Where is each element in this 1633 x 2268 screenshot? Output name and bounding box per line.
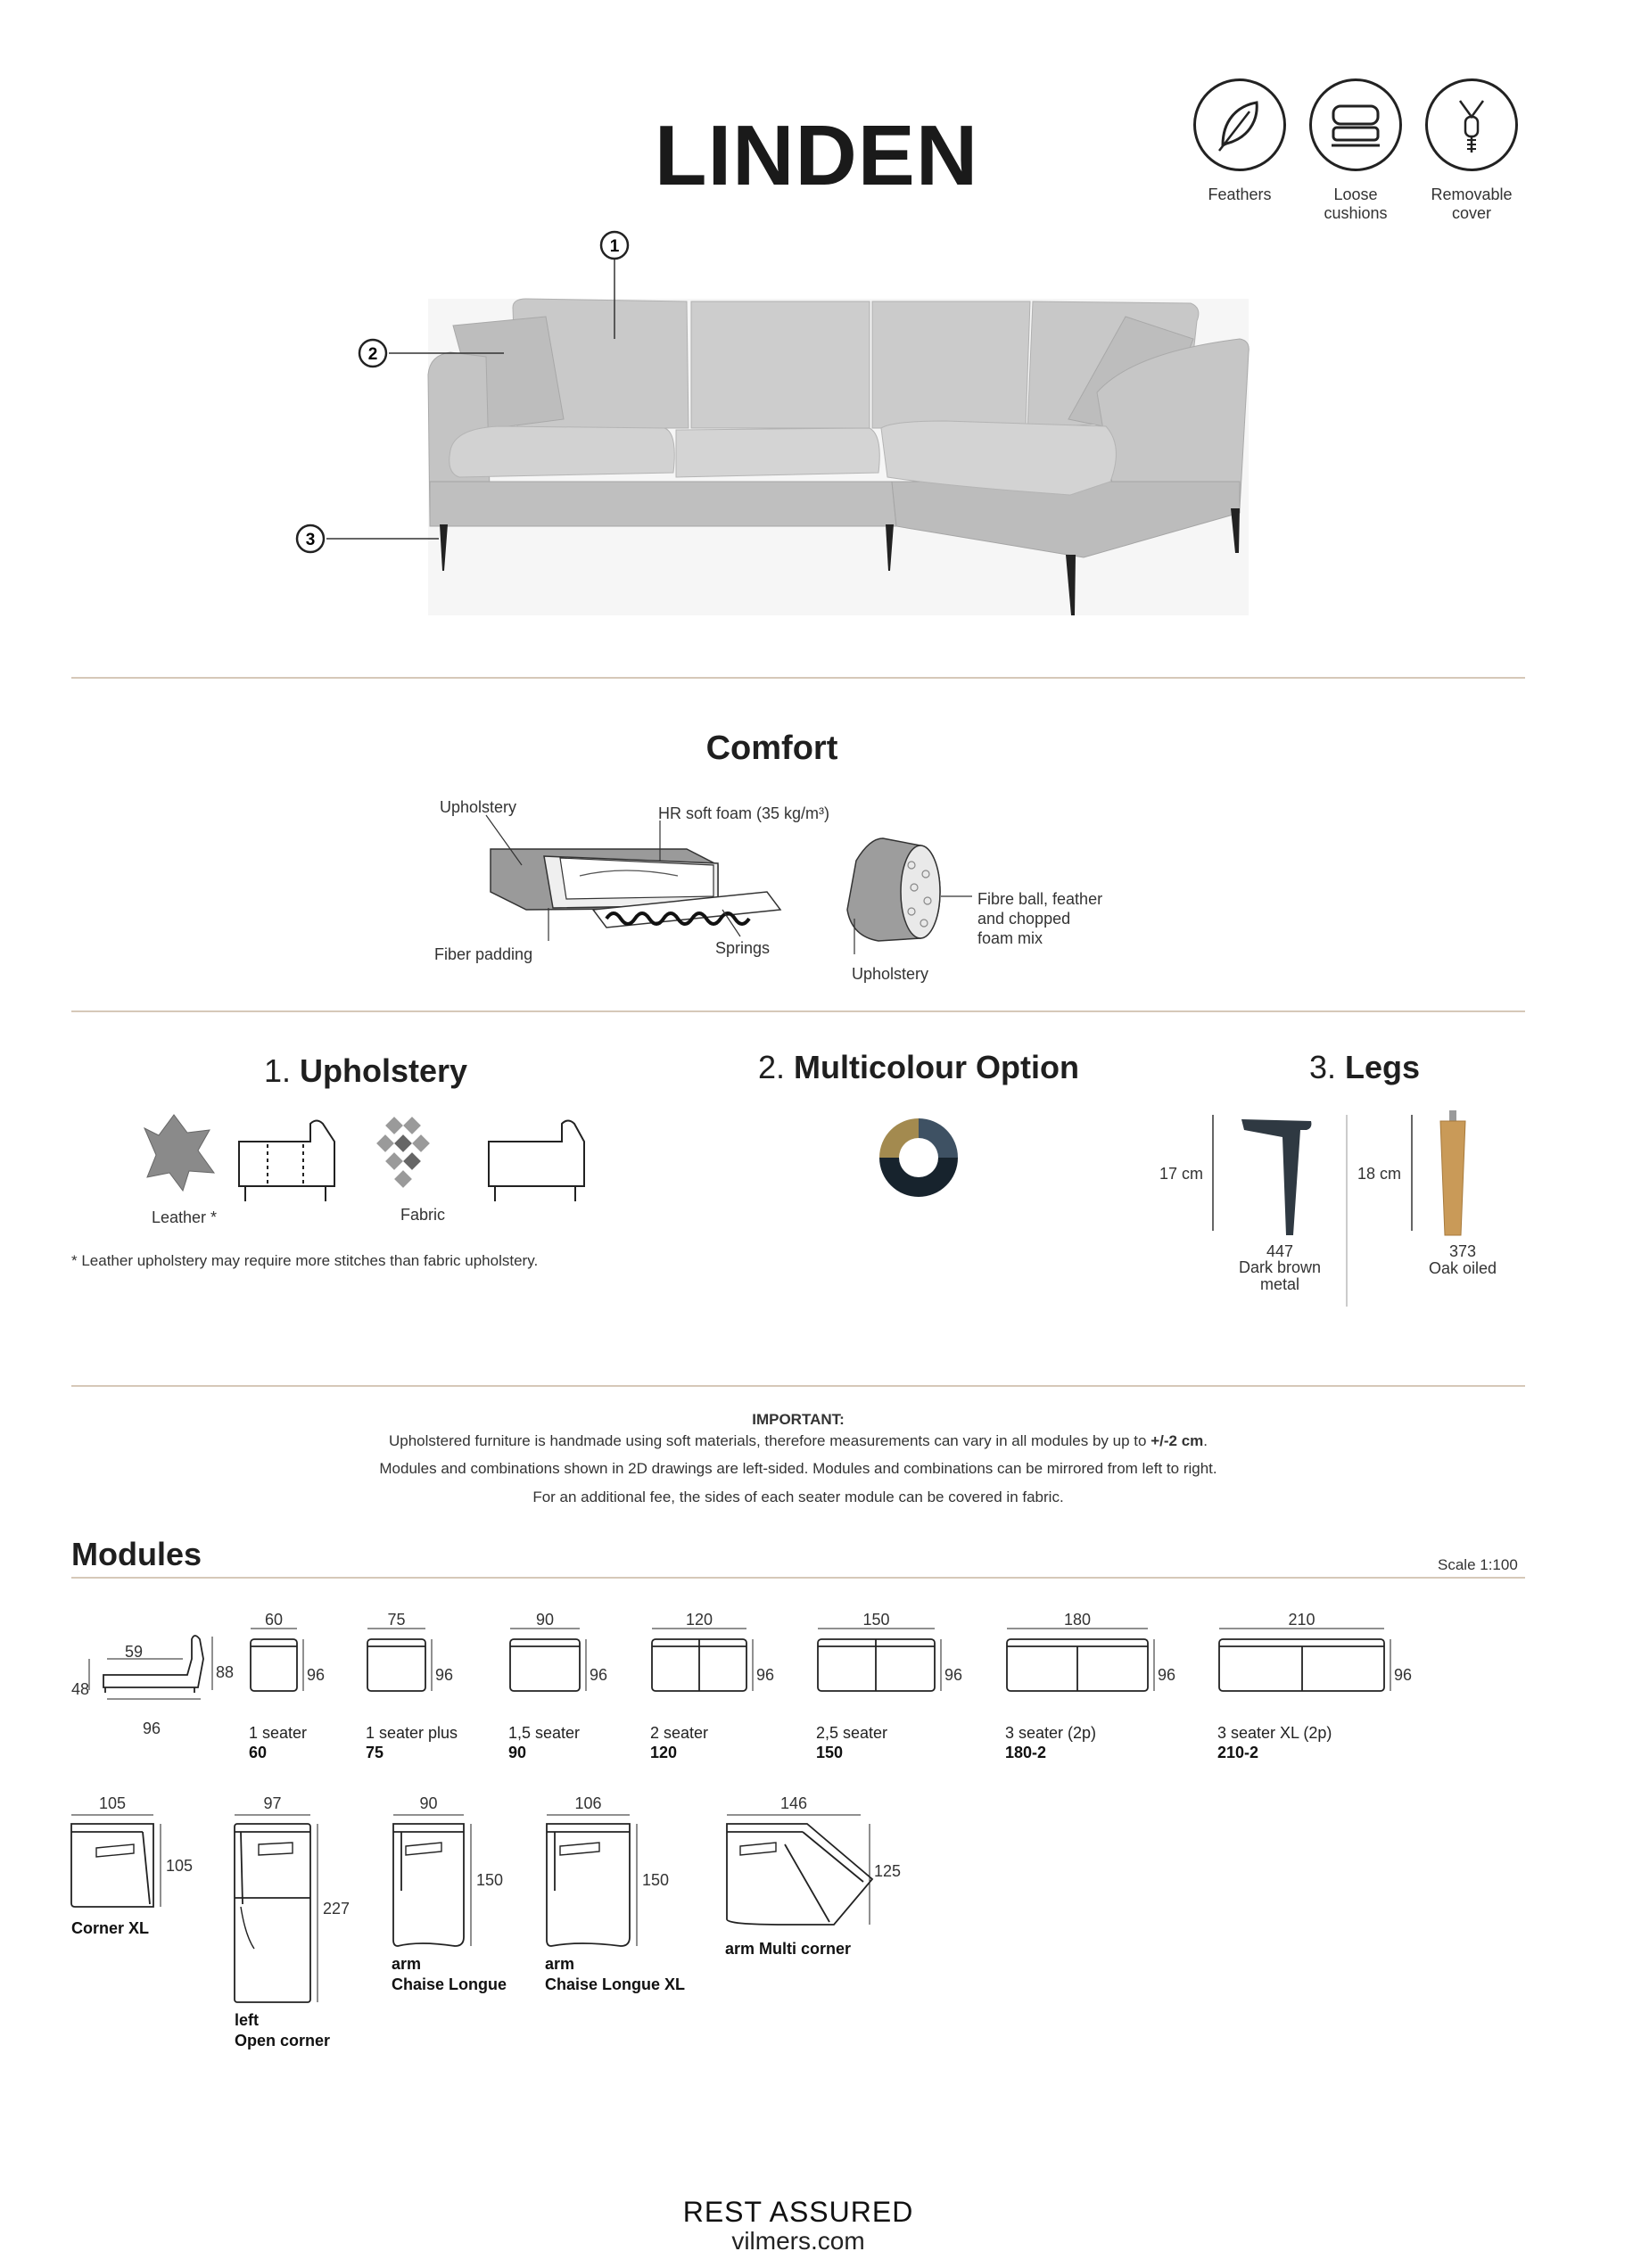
leg-code-1: 447 — [1266, 1242, 1294, 1260]
label-upholstery: Upholstery — [440, 798, 517, 816]
module-code: 210-2 — [1217, 1744, 1259, 1761]
leg-name-1: Dark brown metal — [1238, 1258, 1322, 1293]
label-fill-mix: Fibre ball, feather and chopped foam mix — [977, 890, 1103, 947]
important-line-2: Modules and combinations shown in 2D drawings are left-sided. Modules and combinations can be mirrored from left to right. — [379, 1460, 1217, 1477]
module-name: arm Multi corner — [725, 1940, 852, 1958]
heading-number: 3. — [1308, 1049, 1336, 1085]
module-depth-dim: 96 — [590, 1666, 608, 1684]
sofa-side-leather-icon — [239, 1121, 334, 1202]
module-code: 180-2 — [1005, 1744, 1047, 1761]
feature-label: Removable cover — [1431, 186, 1513, 222]
upholstery-icons — [134, 1110, 758, 1226]
module-width-dim: 180 — [1063, 1611, 1092, 1629]
module-name: Corner XL — [71, 1919, 150, 1937]
important-heading: IMPORTANT: — [752, 1411, 845, 1428]
module-width-dim: 97 — [263, 1794, 282, 1812]
module-name-line-1: arm — [545, 1955, 575, 1973]
leather-note: * Leather upholstery may require more stitches than fabric upholstery. — [71, 1252, 539, 1269]
module-label: 1 seater — [249, 1724, 308, 1742]
module-depth-dim: 150 — [642, 1871, 670, 1889]
module-name-line-1: left — [235, 2011, 259, 2029]
multicolour-heading — [696, 1049, 1142, 1086]
side-depth-dim: 59 — [125, 1643, 144, 1661]
fabric-label: Fabric — [400, 1206, 446, 1224]
sofa-illustration — [0, 0, 1633, 642]
module-depth-dim: 96 — [1158, 1666, 1176, 1684]
module-depth-dim: 96 — [756, 1666, 775, 1684]
leather-hide-icon — [144, 1115, 214, 1191]
modules-title: Modules — [71, 1536, 202, 1572]
module-depth-dim: 150 — [476, 1871, 504, 1889]
label-fiber-padding: Fiber padding — [434, 945, 533, 963]
module-name-line-2: Chaise Longue XL — [545, 1975, 686, 1993]
module-width-dim: 105 — [98, 1794, 127, 1812]
heading-text: Multicolour Option — [794, 1049, 1079, 1085]
module-label: 1,5 seater — [508, 1724, 581, 1742]
module-label: 1 seater plus — [366, 1724, 458, 1742]
module-width-dim: 90 — [419, 1794, 438, 1812]
leg-height-1: 17 cm — [1159, 1165, 1204, 1183]
module-code: 90 — [508, 1744, 527, 1761]
side-total-height-dim: 88 — [216, 1663, 235, 1681]
legs-heading — [1231, 1049, 1498, 1086]
module-name-line-2: Chaise Longue — [392, 1975, 507, 1993]
important-line-3: For an additional fee, the sides of each seater module can be covered in fabric. — [532, 1489, 1064, 1505]
heading-number: 1. — [263, 1052, 291, 1089]
module-label: 3 seater XL (2p) — [1217, 1724, 1332, 1742]
module-depth-dim: 227 — [323, 1900, 351, 1917]
divider — [71, 677, 1525, 679]
page-title: LINDEN — [654, 108, 979, 203]
fabric-weave-icon — [376, 1117, 430, 1188]
feature-label: Feathers — [1208, 186, 1272, 203]
module-width-dim: 210 — [1288, 1611, 1315, 1629]
side-height-dim: 48 — [71, 1680, 90, 1698]
label-springs: Springs — [715, 939, 771, 957]
multicolour-ring-icon — [874, 1115, 963, 1204]
important-text: Upholstered furniture is handmade using soft materials, therefore measurements can vary in all modules by up to — [388, 1432, 1151, 1449]
module-depth-dim: 96 — [1394, 1666, 1413, 1684]
module-width-dim: 90 — [535, 1611, 555, 1629]
heading-text: Upholstery — [300, 1052, 468, 1089]
module-width-dim: 75 — [387, 1611, 406, 1629]
module-name-line-1: arm — [392, 1955, 422, 1973]
modules-row-2-drawings — [0, 1793, 1633, 2025]
footer-url[interactable]: vilmers.com — [731, 2227, 865, 2255]
module-width-dim: 106 — [574, 1794, 602, 1812]
callout-number: 2 — [367, 345, 378, 364]
important-line-1 — [0, 1432, 1596, 1450]
callout-3 — [297, 525, 324, 552]
important-tolerance: +/-2 cm — [1151, 1432, 1204, 1449]
heading-number: 2. — [758, 1049, 786, 1085]
divider — [71, 1385, 1525, 1387]
module-code: 120 — [650, 1744, 678, 1761]
module-depth-dim: 96 — [944, 1666, 963, 1684]
leg-height-2: 18 cm — [1357, 1165, 1402, 1183]
feature-label: Loose cushions — [1324, 186, 1388, 222]
leg-code-2: 373 — [1448, 1242, 1477, 1260]
sofa-side-fabric-icon — [489, 1121, 584, 1202]
leg-name-2: Oak oiled — [1428, 1259, 1497, 1277]
module-code: 150 — [816, 1744, 844, 1761]
callout-number: 3 — [305, 531, 316, 549]
heading-text: Legs — [1345, 1049, 1421, 1085]
callout-1 — [601, 232, 628, 259]
label-hr-foam: HR soft foam (35 kg/m³) — [658, 804, 830, 822]
module-code: 75 — [366, 1744, 384, 1761]
important-text: . — [1203, 1432, 1208, 1449]
module-label: 2,5 seater — [816, 1724, 888, 1742]
divider — [71, 1010, 1525, 1012]
leather-label: Leather * — [152, 1208, 218, 1226]
module-name-line-2: Open corner — [235, 2032, 331, 2049]
module-width-dim: 120 — [685, 1611, 713, 1629]
oak-leg-icon — [1440, 1121, 1465, 1235]
comfort-title: Comfort — [705, 730, 838, 767]
metal-leg-icon — [1241, 1119, 1311, 1235]
module-width-dim: 60 — [264, 1611, 284, 1629]
callout-number: 1 — [609, 237, 620, 256]
module-width-dim: 146 — [779, 1794, 808, 1812]
module-code: 60 — [249, 1744, 268, 1761]
module-label: 2 seater — [650, 1724, 709, 1742]
module-depth-dim: 96 — [435, 1666, 454, 1684]
divider — [71, 1577, 1525, 1579]
module-width-dim: 150 — [862, 1611, 890, 1629]
callout-2 — [359, 340, 386, 367]
module-depth-dim: 96 — [307, 1666, 326, 1684]
module-label: 3 seater (2p) — [1005, 1724, 1097, 1742]
side-width-dim: 96 — [143, 1720, 161, 1737]
module-depth-dim: 125 — [874, 1862, 902, 1880]
modules-scale: Scale 1:100 — [1438, 1556, 1518, 1573]
footer-brand: REST ASSURED — [682, 2196, 914, 2228]
module-depth-dim: 105 — [166, 1857, 194, 1875]
upholstery-heading — [178, 1052, 553, 1090]
label-upholstery-bolster: Upholstery — [852, 965, 929, 983]
